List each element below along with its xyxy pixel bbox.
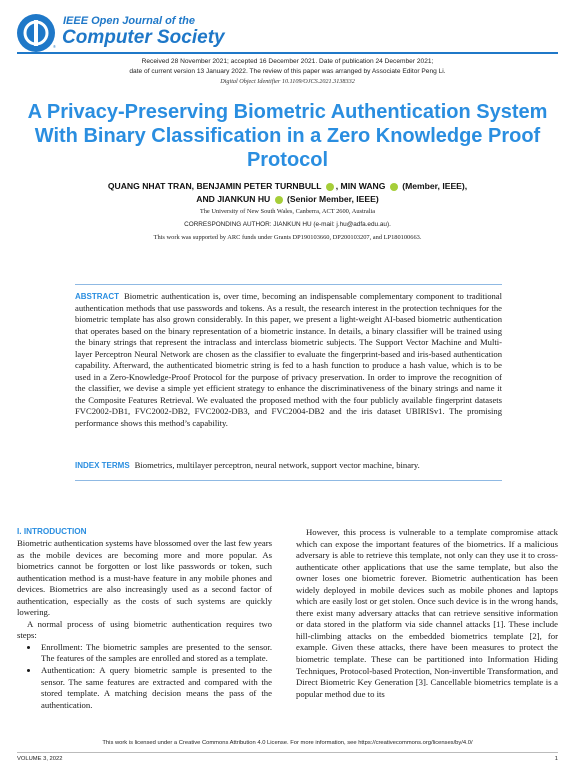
abstract-text: Biometric authentication is, over time, becoming an indispensable complementary component to traditional authentication methods that use passwords and tokens. As a result, the research interest in the protection techniques for the biometric template has also grown considerably. In this paper, we present a light-weight AI-based biometric authentication that operates based on the binary representation of a biometric instance. In details, a binary classifier will be trained using the binary strings that represent the intraclass and interclass biometric subjects. The Support Vector Machine and Multi-layer Perceptron Neural Network are chosen as the classifier to evaluate the fingerprint-based and iris-based authentication capability. Afterward, the authenticated biometric string is fed to a hash function to produce a hash value, which is to be used in a Zero-Knowledge-Proof Protocol for the purpose of privacy preservation. In order to improve the recognition of the classifier, we devise a simple yet efficient strategy to enhance the discriminativeness of the binary strings and name it the Composite Features Retrieval. We evaluated the proposed method with the four publicly available fingerprint datasets FVC2002-DB1, FVC2002-DB2, FVC2002-DB3, and FVC2004-DB2 and the iris dataset UBIRISv1. The promising performance shows this method’s capability. — [75, 291, 502, 429]
abstract-label: ABSTRACT — [75, 292, 119, 301]
list-item: • Enrollment: The biometric samples are presented to the sensor. The features of the samples are enrolled and stored as a template. — [39, 642, 272, 665]
author-name-hu: AND JIANKUN HU — [196, 194, 271, 204]
paragraph: A normal process of using biometric authentication requires two steps: — [17, 618, 272, 641]
funding-note: This work was supported by ARC funds under Grants DP190103660, DP200103207, and LP180100663. — [153, 234, 422, 241]
orcid-icon[interactable] — [275, 196, 283, 204]
abstract-bottom-rule — [75, 480, 502, 481]
paragraph: However, this process is vulnerable to a template compromise attack which can expose the important features of the biometrics. If a malicious adversary is able to retrieve this template, not only can they use it to cross-authenticate other applications that use the same template, but also the owner loses one biometric forever. Biometric authentication has been widely deployed in mobile devices such as mobile phones and laptops which are easily lost or get stolen. Once such device is in the wrong hands, there exist many adversary attacks that can retrieve sensitive information or data stored in the platform via side channel attacks [1]. These include hill-climbing attacks on the embedded biometrics template [2], for example. Given these attacks, there have been measures to protect the biometric template. These can be partitioned into Information Hiding Techniques, Protocol-based Protection, Non-invertible Transformation, and Direct Biometric Key Generation [3]. Cancellable biometrics template is a popular method due to its — [296, 527, 558, 699]
author-names-1: QUANG NHAT TRAN, BENJAMIN PETER TURNBULL — [107, 181, 322, 191]
abstract — [75, 291, 502, 430]
journal-logo — [17, 14, 55, 52]
footer-rule — [17, 752, 558, 753]
ieee-power-icon — [17, 14, 55, 52]
journal-name-line2: Computer Society — [62, 27, 225, 48]
author-membership-wang: (Member, IEEE), — [399, 181, 468, 191]
license-note: This work is licensed under a Creative Commons Attribution 4.0 License. For more information, see https://creativecommons.org/licenses/by/4.0/ — [102, 740, 473, 746]
index-terms — [75, 460, 502, 472]
paragraph: Biometric authentication systems have blossomed over the last few years as the mobile devices are becoming more and more popular. As biometrics cannot be forgotten or lost like passwords or token, such authentication method is a must-have feature in any mobile phones and devices. Biometrics are also increasingly used as a second factor of authentication, especially as the costs of such systems are quickly lowering. — [17, 538, 272, 618]
abstract-top-rule — [75, 284, 502, 285]
journal-name-line1: IEEE Open Journal of the — [63, 15, 196, 27]
orcid-icon[interactable] — [390, 183, 398, 191]
paper-title: A Privacy-Preserving Biometric Authentication System With Binary Classification in a Zero Knowledge Proof Protocol — [27, 101, 548, 171]
step-list — [17, 642, 272, 711]
page-number: 1 — [554, 756, 558, 762]
author-name-wang: , MIN WANG — [335, 181, 386, 191]
affiliation: The University of New South Wales, Canberra, ACT 2600, Australia — [199, 208, 376, 215]
volume-label: VOLUME 3, 2022 — [17, 756, 63, 762]
list-item: • Authentication: A query biometric sample is presented to the sensor. The same features are extracted and compared with the stored template. A matching decision means the pass of the authentication. — [39, 665, 272, 711]
section-heading: I. INTRODUCTION — [17, 527, 87, 536]
received-dates — [60, 57, 515, 76]
corresponding-author: CORRESPONDING AUTHOR: JIANKUN HU (e-mail: j.hu@adfa.edu.au). — [184, 221, 391, 228]
index-terms-text: Biometrics, multilayer perceptron, neural network, support vector machine, binary. — [134, 460, 420, 470]
trademark-mark: ® — [53, 44, 56, 49]
orcid-icon[interactable] — [326, 183, 334, 191]
received-line-1: Received 28 November 2021; accepted 16 December 2021. Date of publication 24 December 2021; — [141, 58, 434, 65]
left-column — [17, 538, 272, 711]
received-line-2: date of current version 13 January 2022. The review of this paper was arranged by Associate Editor Peng Li. — [129, 67, 446, 75]
index-terms-label: INDEX TERMS — [75, 461, 130, 470]
doi: Digital Object Identifier 10.1109/OJCS.2021.3138332 — [220, 78, 355, 85]
author-list — [40, 180, 535, 206]
header-rule — [17, 52, 558, 54]
author-membership-hu: (Senior Member, IEEE) — [284, 194, 379, 204]
right-column — [296, 527, 558, 700]
